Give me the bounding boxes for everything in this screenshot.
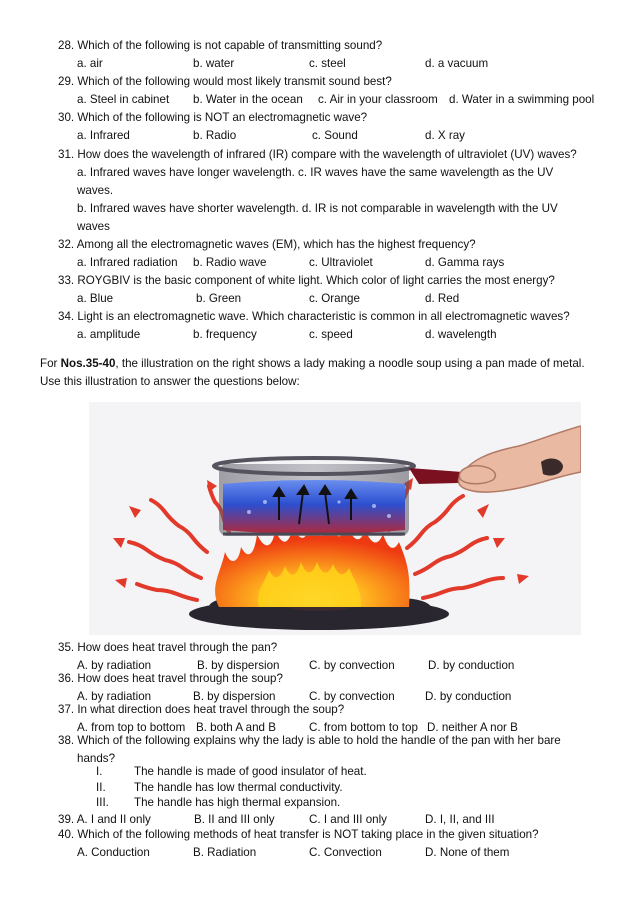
option: C. Convection (309, 846, 382, 859)
intro-range: Nos.35-40 (60, 357, 116, 370)
option: c. Orange (309, 292, 360, 305)
bubble (337, 500, 340, 503)
question-39 (58, 813, 495, 826)
question-40: 40. Which of the following methods of heat transfer is NOT taking place in the given situation? (58, 828, 539, 841)
option: b. Radio (193, 129, 237, 142)
option: B. by dispersion (197, 659, 280, 672)
option: A. by radiation (77, 690, 152, 703)
bubble (387, 514, 391, 518)
option: B. Radiation (193, 846, 257, 859)
option: c. steel (309, 57, 346, 70)
option: c. speed (309, 328, 353, 341)
option: d. Water in a swimming pool (449, 93, 595, 106)
option: C. by convection (309, 659, 395, 672)
question-28: 28. Which of the following is not capable of transmitting sound? (58, 39, 383, 52)
option-line: a. Infrared waves have longer wavelength. c. IR waves have the same wavelength as the UV (77, 166, 554, 179)
option: b. Water in the ocean (193, 93, 303, 106)
option: a. air (77, 57, 103, 70)
roman-numeral: III. (96, 796, 109, 809)
option: c. Ultraviolet (309, 256, 373, 269)
option: D. by conduction (428, 659, 515, 672)
option: b. Green (196, 292, 242, 305)
question-36: 36. How does heat travel through the soup? (58, 672, 283, 685)
option: D. neither A nor B (427, 721, 518, 734)
question-35: 35. How does heat travel through the pan? (58, 641, 278, 654)
option: b. frequency (193, 328, 257, 341)
question-38: 38. Which of the following explains why the lady is able to hold the handle of the pan with her bare (58, 734, 561, 747)
question-34: 34. Light is an electromagnetic wave. Which characteristic is common in all electromagnetic waves? (58, 310, 570, 323)
bubble (263, 500, 267, 504)
option-line: waves (77, 220, 110, 233)
bubble (247, 510, 251, 514)
option: D. I, II, and III (425, 813, 495, 826)
option: B. both A and B (196, 721, 276, 734)
option: C. I and III only (309, 813, 387, 826)
statement-i (96, 765, 367, 778)
intro-rest: , the illustration on the right shows a lady making a noodle soup using a pan made of metal. (115, 357, 585, 370)
question-37: 37. In what direction does heat travel through the soup? (58, 703, 345, 716)
instructions-line-2: Use this illustration to answer the questions below: (40, 375, 300, 388)
option: c. Air in your classroom (318, 93, 438, 106)
option: B. by dispersion (193, 690, 276, 703)
finger (459, 466, 495, 484)
option-line: waves. (77, 184, 114, 197)
option: a. Steel in cabinet (77, 93, 170, 106)
option: a. Infrared (77, 129, 130, 142)
question-30: 30. Which of the following is NOT an electromagnetic wave? (58, 111, 368, 124)
option: A. by radiation (77, 659, 152, 672)
option: C. by convection (309, 690, 395, 703)
statement-text: The handle has low thermal conductivity. (134, 781, 343, 794)
option: d. X ray (425, 129, 465, 142)
option: a. Blue (77, 292, 114, 305)
option-line: b. Infrared waves have shorter wavelength. d. IR is not comparable in wavelength with the UV (77, 202, 558, 215)
option: A. Conduction (77, 846, 150, 859)
statement-text: The handle is made of good insulator of heat. (134, 765, 367, 778)
pan-on-fire-illustration (89, 402, 581, 635)
option: C. from bottom to top (309, 721, 418, 734)
option: c. Sound (312, 129, 358, 142)
statement-text: The handle has high thermal expansion. (134, 796, 341, 809)
question-39-first-option: 39. A. I and II only (58, 813, 151, 826)
option: d. a vacuum (425, 57, 489, 70)
option: D. None of them (425, 846, 510, 859)
statement-ii (96, 781, 343, 794)
option: d. Gamma rays (425, 256, 505, 269)
intro-prefix: For (40, 357, 61, 370)
option: d. Red (425, 292, 460, 305)
roman-numeral: II. (96, 781, 106, 794)
instructions-line-1 (40, 357, 585, 370)
question-29: 29. Which of the following would most likely transmit sound best? (58, 75, 392, 88)
option: b. Radio wave (193, 256, 267, 269)
bubble (372, 504, 376, 508)
option: d. wavelength (425, 328, 497, 341)
option: A. from top to bottom (77, 721, 186, 734)
option: b. water (193, 57, 235, 70)
option: D. by conduction (425, 690, 512, 703)
soup (223, 480, 405, 534)
option: B. II and III only (194, 813, 275, 826)
question-38-continued: hands? (77, 752, 116, 765)
question-31: 31. How does the wavelength of infrared (IR) compare with the wavelength of ultraviolet (UV) waves? (58, 148, 577, 161)
statement-iii (96, 796, 341, 809)
option: a. Infrared radiation (77, 256, 178, 269)
question-32: 32. Among all the electromagnetic waves (EM), which has the highest frequency? (58, 238, 476, 251)
roman-numeral: I. (96, 765, 103, 778)
question-33: 33. ROYGBIV is the basic component of white light. Which color of light carries the most energy? (58, 274, 555, 287)
option: a. amplitude (77, 328, 141, 341)
